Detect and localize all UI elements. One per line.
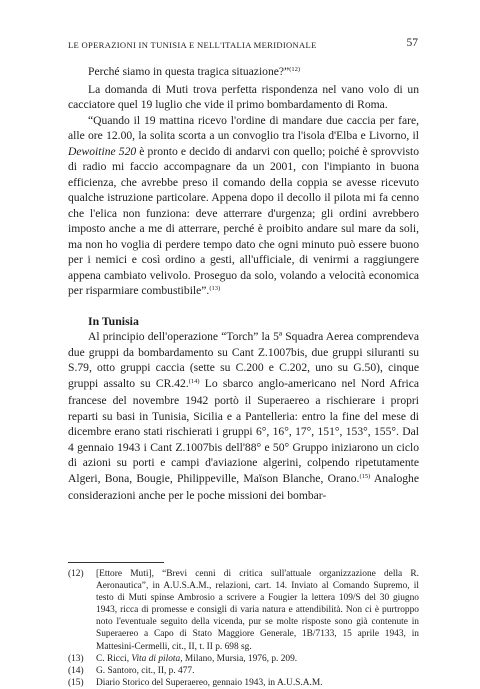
book-title: Vita di pilota [131, 653, 181, 664]
paragraph-4: Al principio dell'operazione “Torch” la 5ª Squadra Aerea comprendeva due gruppi da bombardamento su Cant Z.1007bis, due gruppi siluranti su S.79, otto gruppi caccia (sette su C.200 e C.202, uno su G.50), cinque gruppi assalto su CR.42.$^{(14)}$ Lo sbarco anglo-americano nel Nord Africa francese del novembre 1942 portò il Superaereo a rischierare i propri reparti su basi in Tunisia, Sicilia e a Pantelleria: entro la fine del mese di dicembre erano stati rischierati i gruppi 6°, 16°, 17°, 151°, 153°, 155°. Dal 4 gennaio 1943 i Cant Z.1007bis dell'88° e 50° Gruppo iniziarono un ciclo di azioni su porti e campi d'aviazione algerini, colpendo ripetutamente Algeri, Bona, Bougie, Philippeville, Maïson Blanche, Orano.$^{(15)}$ Analoghe considerazioni anche per le poche missioni dei bombar- [68, 330, 419, 502]
footnote-ref-15[interactable]: (15) [359, 472, 371, 480]
footnote-14 [68, 665, 419, 677]
footnote-number: (12) [68, 569, 84, 579]
paragraph-3-quote: “Quando il 19 mattina ricevo l'ordine di mandare due caccia per fare, alle ore 12.00, la solita scorta a un convoglio tra l'isola d'Elba e Livorno, il Dewoitine 520 è pronto e decido di andarvi con quello; poiché è sprovvisto di radio mi faccio accompagnare da un 2001, con l'impianto in buona efficienza, che avrebbe preso il comando della coppia se avesse ricevuto qualche istruzione particolare. Appena dopo il decollo il pilota mi fa cenno che l'elica non funziona: deve atterrare d'urgenza; gli ordini avrebbero imposto anche a me di atterrare, perché è proibito andare sul mare da soli, ma non ho voglia di perdere tempo dato che ogni minuto può essere buono per i nemici e così ordino a gesti, all'ufficiale, di venirmi a raggiungere appena cambiato velivolo. Proseguo da solo, volando a velocità economica per risparmiare combustibile”.$^{(13)}$ [68, 113, 419, 297]
footnote-15 [68, 677, 419, 689]
section-heading: In Tunisia [88, 313, 139, 328]
footnote-ref-14[interactable]: (14) [188, 377, 200, 385]
footnote-text: C. Ricci, Vita di pilota, Milano, Mursia, 1976, p. 209. [96, 653, 298, 664]
footnote-12 [68, 568, 419, 653]
footnote-text: G. Santoro, cit., II, p. 477. [96, 665, 195, 676]
footnote-number: (14) [68, 665, 84, 676]
footnote-ref-13[interactable]: (13) [209, 285, 221, 292]
running-header: LE OPERAZIONI IN TUNISIA E NELL'ITALIA MERIDIONALE [68, 40, 317, 50]
main-text [68, 64, 419, 504]
footnote-text: [Ettore Muti], “Brevi cenni di critica sull'attuale organizzazione della R. Aeronautica”, in A.U.S.A.M., relazioni, cart. 14. Inviato al Comando Supremo, il testo di Muti spinse Ambrosio a scrivere a Fougier la lettera 109/S del 30 giugno 1943, ricca di promesse e consigli di varia natura e attendibilità. Non ci è purtroppo noto l'eventuale seguito della vicenda, pur se molte risposte sono già contenute in Superaereo a Capo di Stato Maggiore Generale, 1B/7133, 15 aprile 1943, in Mattesini-Cermelli, cit., II, t. II p. 698 sg. [96, 569, 419, 652]
page-number: 57 [406, 37, 418, 49]
aircraft-name: Dewoitine 520 [68, 144, 137, 158]
paragraph-2: La domanda di Muti trova perfetta rispondenza nel vano volo di un cacciatore quel 19 luglio che vide il primo bombardamento di Roma. [68, 82, 419, 111]
paragraph-1: Perché siamo in questa tragica situazione?”$^{(12)}$ [88, 65, 301, 78]
footnote-text: Diario Storico del Superaereo, gennaio 1943, in A.U.S.A.M. [96, 677, 323, 688]
footnote-divider [68, 562, 164, 563]
footnote-number: (15) [68, 677, 84, 688]
footnote-number: (13) [68, 653, 84, 664]
footnote-ref-12[interactable]: (12) [289, 66, 301, 73]
footnotes [68, 568, 419, 689]
footnote-13 [68, 653, 419, 665]
